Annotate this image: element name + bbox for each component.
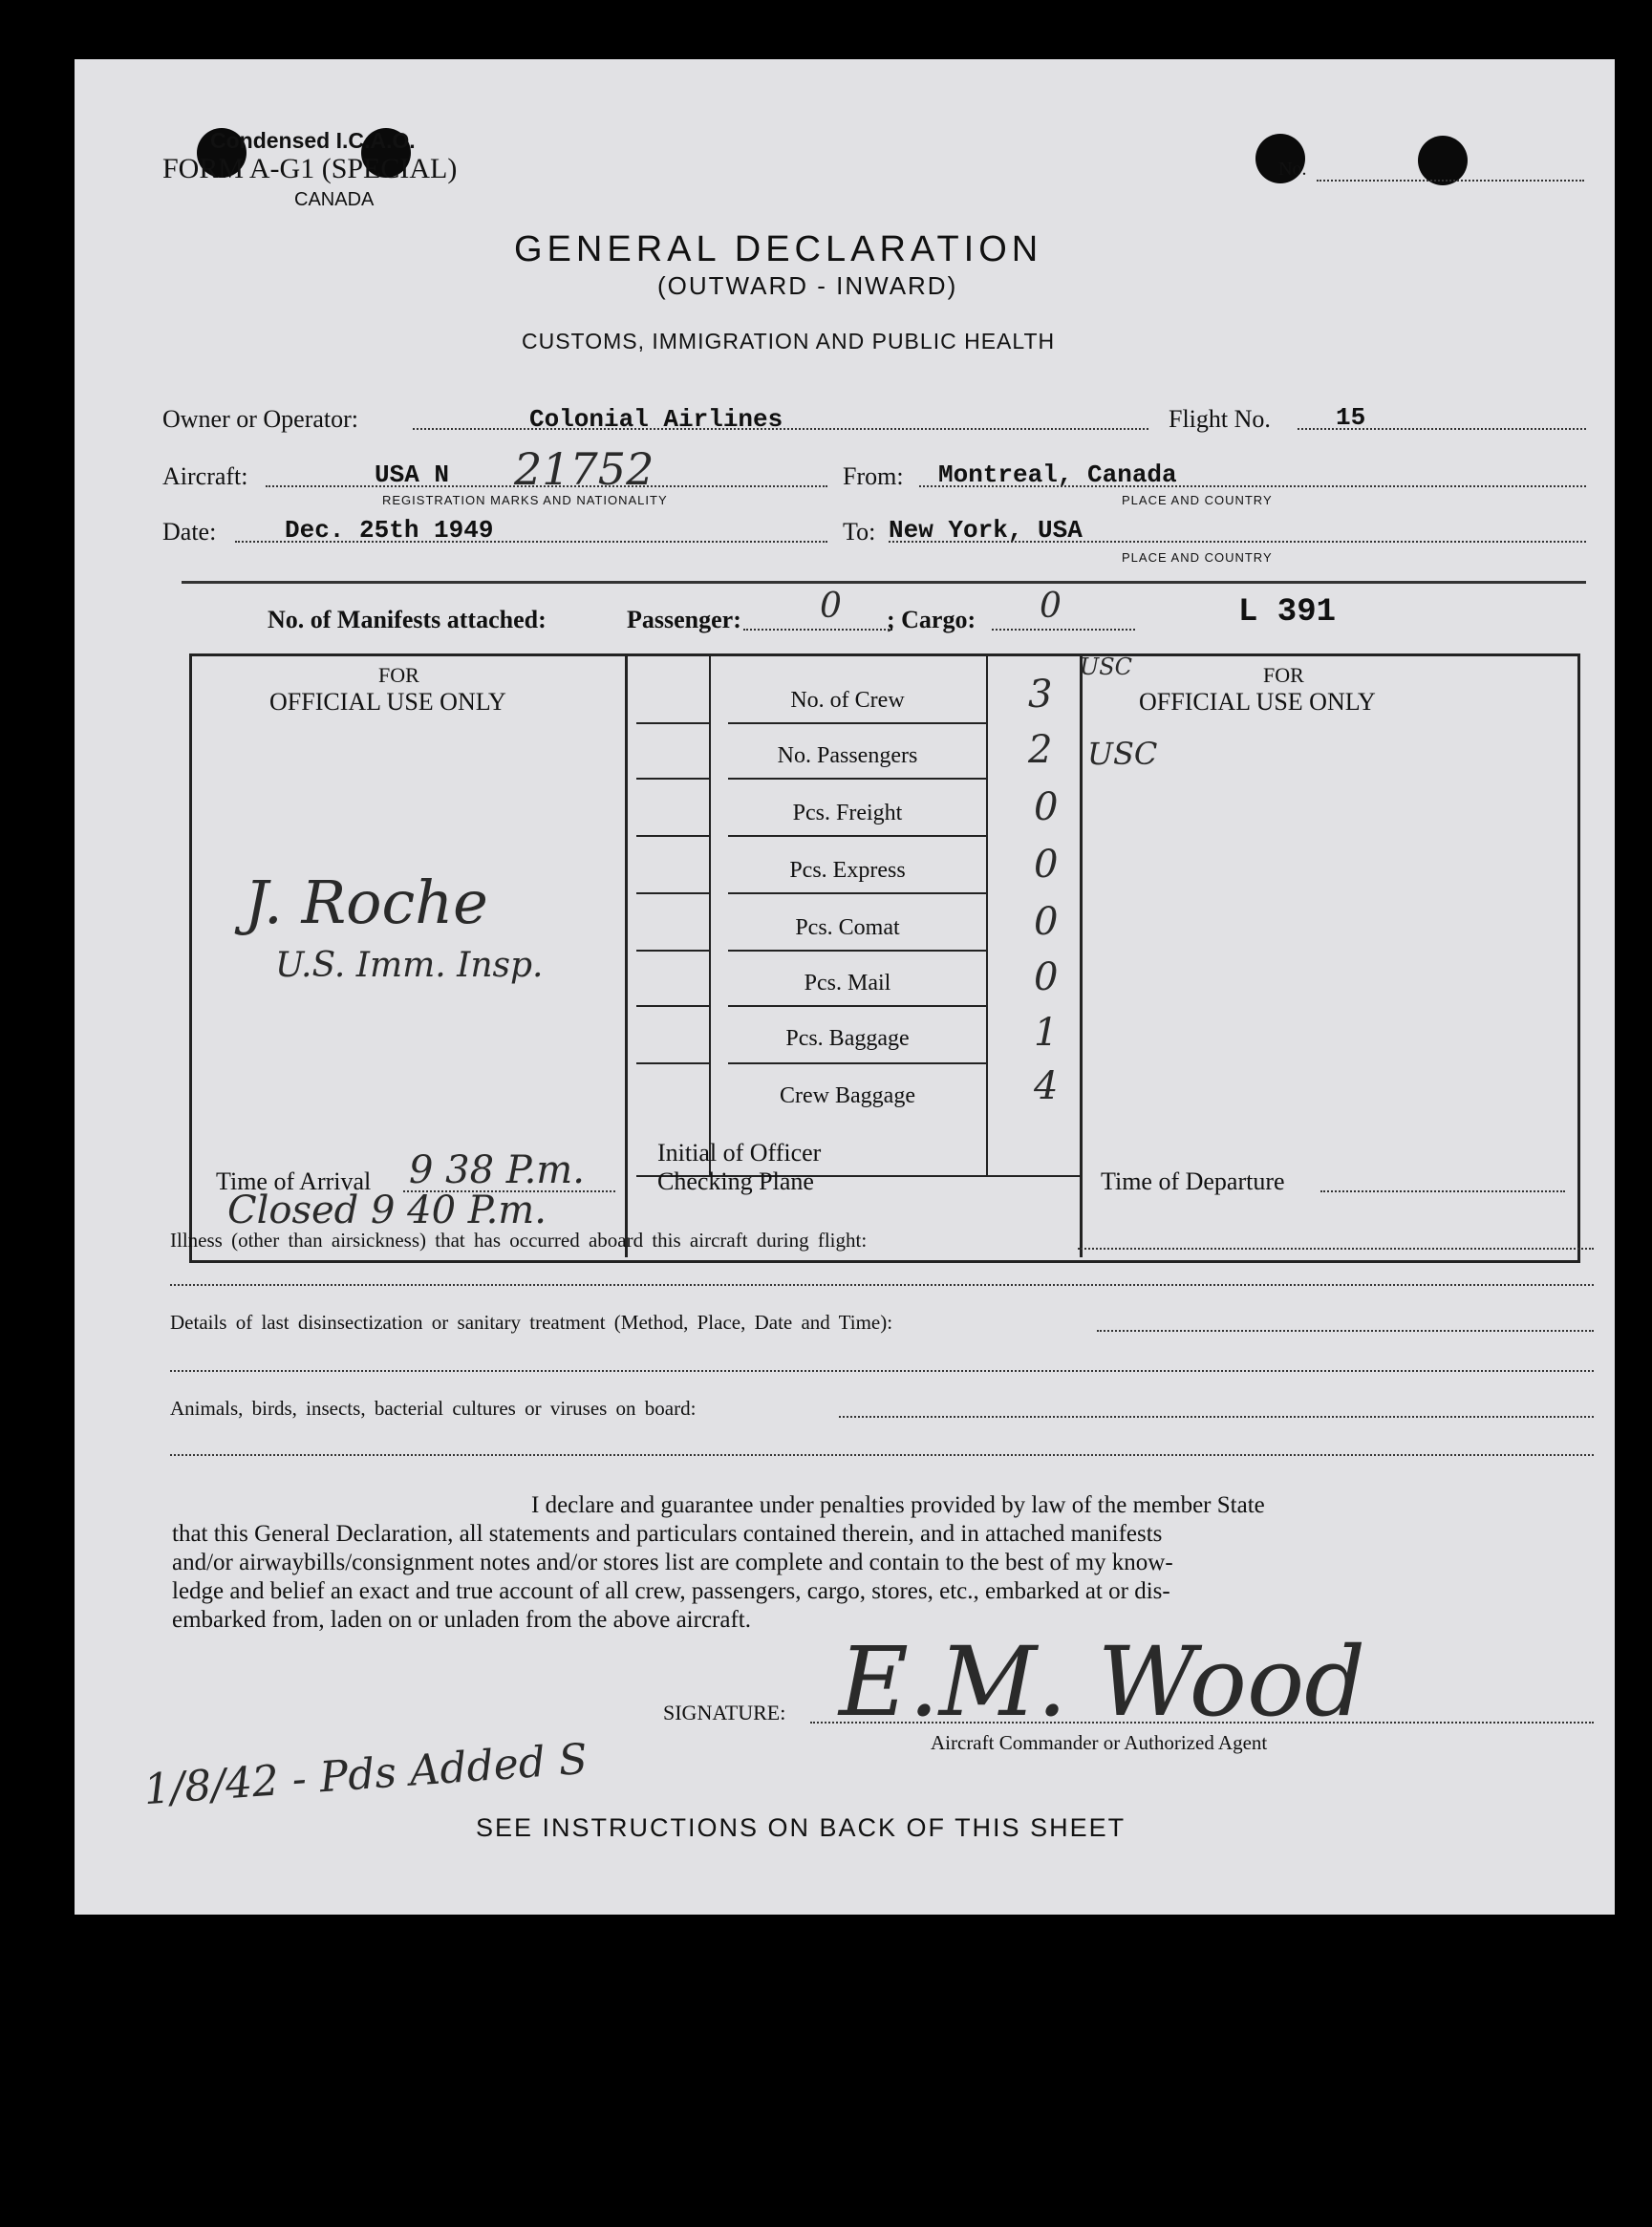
row-express-value: 0 [1034, 843, 1059, 887]
aircraft-label: Aircraft: [162, 462, 248, 490]
declaration-form [75, 59, 1615, 1915]
row-crew-baggage-label: Crew Baggage [780, 1083, 915, 1108]
margin-note: 1/8/42 - Pds Added S [141, 1734, 590, 1815]
manifests-cargo-value: 0 [1040, 587, 1062, 626]
punch-hole [1418, 136, 1468, 185]
inspector-title: U.S. Imm. Insp. [275, 946, 544, 985]
owner-label: Owner or Operator: [162, 405, 359, 433]
aircraft-caption: REGISTRATION MARKS AND NATIONALITY [382, 493, 668, 507]
animals-label: Animals, birds, insects, bacterial cultures or viruses on board: [170, 1397, 697, 1420]
from-value: Montreal, Canada [938, 460, 1177, 489]
form-direction: (OUTWARD - INWARD) [657, 271, 958, 300]
time-arrival-value: 9 38 P.m. [409, 1148, 585, 1192]
form-subtitle: CUSTOMS, IMMIGRATION AND PUBLIC HEALTH [522, 329, 1056, 353]
form-title: GENERAL DECLARATION [514, 229, 1043, 269]
closed-note: Closed 9 40 P.m. [227, 1188, 547, 1232]
row-freight-value: 0 [1034, 785, 1059, 829]
right-for-label: FOR [1263, 663, 1304, 687]
initial-officer-label: Initial of Officer [657, 1139, 822, 1167]
crew-note: USC [1080, 653, 1133, 680]
declaration-line: and/or airwaybills/consignment notes and/or stores list are complete and contain to the best of my know- [172, 1550, 1173, 1575]
from-caption: PLACE AND COUNTRY [1122, 493, 1273, 507]
date-label: Date: [162, 518, 217, 546]
disinsect-label: Details of last disinsectization or sanitary treatment (Method, Place, Date and Time): [170, 1311, 893, 1334]
manifests-label: No. of Manifests attached: [268, 606, 547, 633]
icao-line: Condensed I.C.A.O. [210, 128, 416, 153]
row-crew-baggage-value: 4 [1034, 1064, 1059, 1108]
illness-label: Illness (other than airsickness) that has occurred aboard this aircraft during flight: [170, 1229, 868, 1252]
checking-plane-label: Checking Plane [657, 1167, 814, 1195]
time-arrival-label: Time of Arrival [216, 1167, 372, 1195]
row-baggage-label: Pcs. Baggage [785, 1026, 910, 1051]
inspector-signature: J. Roche [245, 867, 488, 937]
row-comat-label: Pcs. Comat [795, 915, 900, 940]
footer-instructions: SEE INSTRUCTIONS ON BACK OF THIS SHEET [476, 1813, 1126, 1842]
row-crew-label: No. of Crew [790, 688, 905, 713]
row-passengers-label: No. Passengers [777, 743, 918, 768]
row-mail-label: Pcs. Mail [804, 971, 891, 996]
row-freight-label: Pcs. Freight [792, 801, 903, 825]
owner-value: Colonial Airlines [529, 405, 783, 434]
declaration-line: I declare and guarantee under penalties provided by law of the member State [531, 1492, 1265, 1518]
aircraft-value: USA N [375, 460, 450, 489]
flight-label: Flight No. [1169, 405, 1271, 433]
manifests-cargo-label: ; Cargo: [887, 606, 976, 633]
to-caption: PLACE AND COUNTRY [1122, 550, 1273, 565]
form-number: FORM A-G1 (SPECIAL) [162, 153, 458, 184]
signature-value: E.M. Wood [839, 1626, 1366, 1738]
row-express-label: Pcs. Express [789, 858, 906, 883]
manifests-passenger-value: 0 [820, 587, 842, 626]
serial-stamp: L 391 [1238, 594, 1337, 631]
form-country: CANADA [294, 189, 375, 210]
row-mail-value: 0 [1034, 955, 1059, 999]
right-official-label: OFFICIAL USE ONLY [1139, 688, 1376, 716]
row-passengers-value: 2 [1028, 728, 1053, 772]
passengers-note: USC [1087, 736, 1158, 772]
aircraft-handwritten: 21752 [514, 443, 654, 495]
declaration-line: embarked from, laden on or unladen from the above aircraft. [172, 1607, 751, 1633]
from-label: From: [843, 462, 904, 490]
time-departure-label: Time of Departure [1101, 1167, 1285, 1195]
row-crew-value: 3 [1028, 673, 1053, 717]
declaration-line: ledge and belief an exact and true account of all crew, passengers, cargo, stores, etc., embarked at or dis- [172, 1578, 1170, 1604]
left-for-label: FOR [378, 663, 419, 687]
serial-no-label: No. [1278, 159, 1307, 180]
declaration-line: that this General Declaration, all statements and particulars contained therein, and in attached manifests [172, 1521, 1163, 1547]
flight-value: 15 [1336, 403, 1366, 432]
left-official-label: OFFICIAL USE ONLY [269, 688, 506, 716]
signature-label: SIGNATURE: [663, 1701, 786, 1724]
row-baggage-value: 1 [1034, 1011, 1059, 1055]
date-value: Dec. 25th 1949 [285, 516, 494, 545]
row-comat-value: 0 [1034, 900, 1059, 944]
to-value: New York, USA [889, 516, 1083, 545]
signature-caption: Aircraft Commander or Authorized Agent [931, 1731, 1268, 1754]
to-label: To: [843, 518, 876, 546]
manifests-passenger-label: Passenger: [627, 606, 741, 633]
